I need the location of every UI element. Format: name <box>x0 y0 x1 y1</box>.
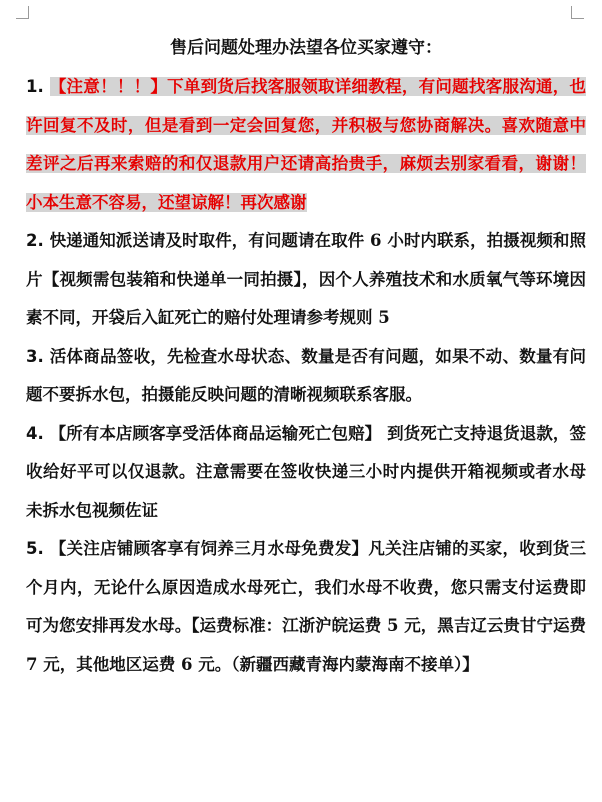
item-text: 活体商品签收，先检查水母状态、数量是否有问题，如果不动、数量有问题不要拆水包，拍摄能反映问题的清晰视频联系客服。 <box>26 346 586 404</box>
document-title: 售后问题处理办法望各位买家遵守： <box>170 38 442 58</box>
item-text: 快递通知派送请及时取件，有问题请在取件 6 小时内联系，拍摄视频和照片【视频需包装箱和快递单一同拍摄】，因个人养殖技术和水质氧气等环境因素不同，开袋后入缸死亡的赔付处理请参考规则 5 <box>26 231 586 327</box>
item-text: 【关注店铺顾客享有饲养三月水母免费发】凡关注店铺的买家，收到货三个月内，无论什么原因造成水母死亡，我们水母不收费，您只需支付运费即可为您安排再发水母。【运费标准：江浙沪皖运费 5 元，黑吉辽云贵甘宁运费 7 元，其他地区运费 6 元。（新疆西藏青海内蒙海南不接单）】 <box>26 539 586 674</box>
document-page <box>26 38 586 684</box>
list-item <box>26 415 586 531</box>
notice-paragraph <box>26 68 586 222</box>
item-number: 1. <box>26 77 44 96</box>
item-number: 3. <box>26 346 44 366</box>
list-item <box>26 338 586 415</box>
notice-text: 【注意！！！】下单到货后找客服领取详细教程，有问题找客服沟通，也许回复不及时，但是看到一定会回复您，并积极与您协商解决。喜欢随意中差评之后再来索赔的和仅退款用户还请高抬贵手，麻烦去别家看看，谢谢！小本生意不容易，还望谅解！再次感谢 <box>26 77 586 212</box>
list-item <box>26 530 586 684</box>
margin-corner-mark-left <box>16 6 29 19</box>
margin-corner-mark-right <box>571 6 584 19</box>
item-number: 5. <box>26 539 44 558</box>
item-text: 【所有本店顾客享受活体商品运输死亡包赔】 到货死亡支持退货退款，签收给好平可以仅退款。注意需要在签收快递三小时内提供开箱视频或者水母未拆水包视频佐证 <box>26 423 586 520</box>
item-number: 2. <box>26 231 44 250</box>
item-number: 4. <box>26 423 44 443</box>
list-item <box>26 222 586 338</box>
